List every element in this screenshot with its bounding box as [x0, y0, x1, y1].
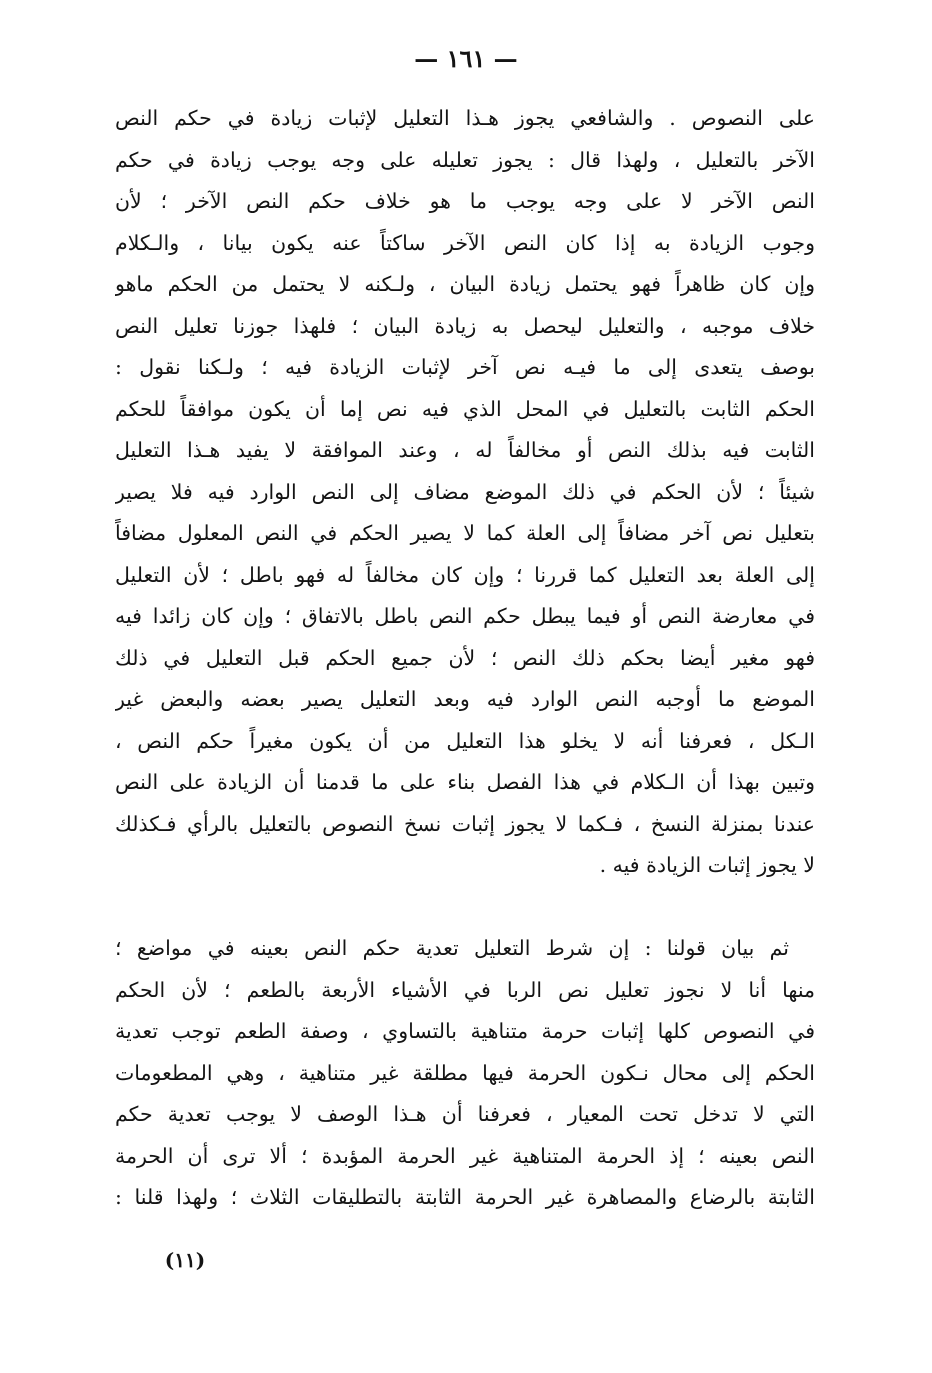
text-line: الحكم إلى محال نـكون الحرمة فيها مطلقة غير متناهية ، وهي المطعومات [115, 1060, 815, 1085]
text-line: الموضع ما أوجبه النص الوارد فيه وبعد التعليل يصير بعضه والبعض غير [115, 687, 815, 711]
paragraph-2 [115, 928, 815, 1219]
text-line: إلى العلة بعد التعليل كما قررنا ؛ وإن كان مخالفاً له فهو باطل ؛ لأن التعليل [115, 562, 815, 587]
text-line: وإن كان ظاهراً فهو يحتمل زيادة البيان ، ولـكنه لا يحتمل من الحكم ماهو [115, 272, 815, 296]
text-line: النص الآخر لا على وجه يوجب ما هو خلاف حكم النص الآخر ؛ لأن [115, 189, 815, 213]
text-line: وتبين بهذا أن الـكلام في هذا الفصل بناء على ما قدمنا أن الزيادة على النص [115, 770, 815, 794]
signature-mark: (١١) [164, 1248, 206, 1272]
text-line: الآخر بالتعليل ، ولهذا قال : يجوز تعليله على وجه يوجب زيادة في حكم [115, 147, 815, 172]
text-line: في النصوص كلها إثبات حرمة متناهية بالتساوي ، وصفة الطعم توجب تعدية [115, 1019, 815, 1043]
text-line: منها أنا لا نجوز تعليل نص الربا في الأشياء الأربعة بالطعم ؛ لأن الحكم [115, 977, 815, 1002]
text-line: خلاف موجبه ، والتعليل ليحصل به زيادة البيان ؛ فلهذا جوزنا تعليل النص [115, 313, 815, 338]
text-line: شيئاً ؛ لأن الحكم في ذلك الموضع مضاف إلى النص الوارد فيه فلا يصير [115, 479, 815, 504]
text-line: لا يجوز إثبات الزيادة فيه . [599, 853, 815, 877]
text-line: الثابتة بالرضاع والمصاهرة غير الحرمة الثابتة بالتطليقات الثلاث ؛ ولهذا قلنا : [115, 1185, 815, 1209]
text-line: فهو مغير أيضا بحكم ذلك النص ؛ لأن جميع الحكم قبل التعليل في ذلك [115, 645, 815, 670]
text-line: على النصوص . والشافعي يجوز هـذا التعليل لإثبات زيادة في حكم النص [115, 106, 815, 130]
text-line: الثابت فيه بذلك النص أو مخالفاً له ، وعند الموافقة لا يفيد هـذا التعليل [115, 438, 815, 462]
text-line: في معارضة النص أو فيما يبطل حكم النص باطل بالاتفاق ؛ وإن كان زائدا فيه [115, 604, 815, 628]
text-line: ثم بيان قولنا : إن شرط التعليل تعدية حكم النص بعينه في مواضع ؛ [115, 936, 789, 960]
text-line: الـكل ، فعرفنا أنه لا يخلو هذا التعليل من أن يكون مغيراً حكم النص ، [115, 728, 815, 753]
text-line: بوصف يتعدى إلى ما فيـه نص آخر لإثبات الزيادة فيه ؛ ولـكنا نقول : [115, 355, 815, 379]
paragraph-1 [115, 98, 815, 887]
text-line: الحكم الثابت بالتعليل في المحل الذي فيه نص إما أن يكون موافقاً للحكم [115, 396, 815, 421]
text-line: التي لا تدخل تحت المعيار ، فعرفنا أن هـذا الوصف لا يوجب تعدية حكم [115, 1102, 815, 1126]
text-line: وجوب الزيادة به إذا كان النص الآخر ساكتاً عنه يكون بيانا ، والـكلام [115, 230, 815, 255]
page-number: — ١٦١ — [414, 44, 518, 73]
text-line: بتعليل نص آخر مضافاً إلى العلة كما لا يصير الحكم في النص المعلول مضافاً [115, 521, 815, 545]
text-line: عندنا بمنزلة النسخ ، فـكما لا يجوز إثبات نسخ النصوص بالتعليل بالرأي فـكذلك [115, 811, 815, 836]
text-line: النص بعينه ؛ إذ الحرمة المتناهية غير الحرمة المؤبدة ؛ ألا ترى أن الحرمة [115, 1143, 815, 1168]
